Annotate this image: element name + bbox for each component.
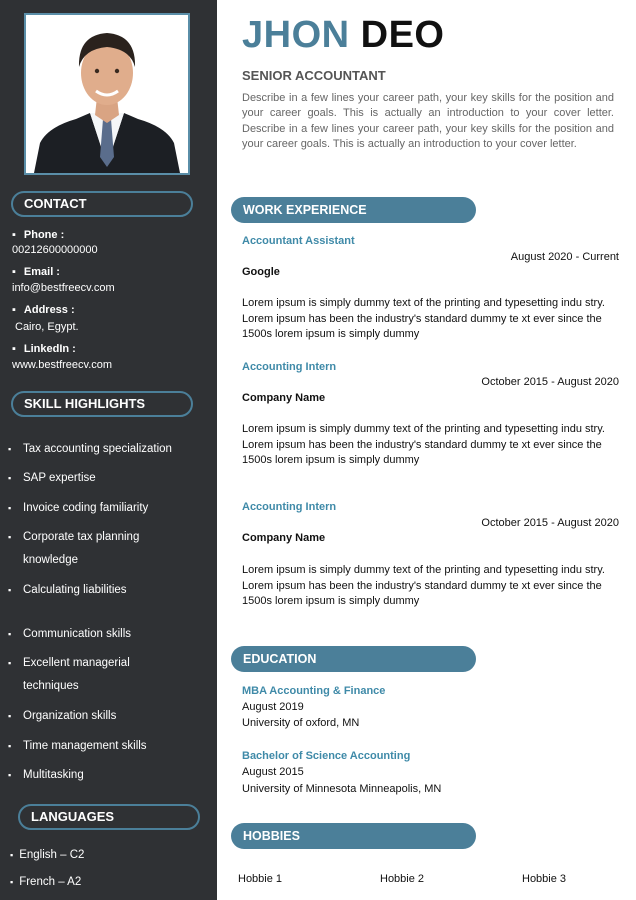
skill-item: ▪ SAP expertise [10,467,210,490]
job-company: Company Name [242,392,326,404]
education-heading: EDUCATION [231,646,476,672]
education-school: University of Minnesota Minneapolis, MN [242,783,442,795]
job-date: August 2020 - Current [510,251,619,263]
skill-item: ▪ Invoice coding familiarity [10,497,210,520]
hobby-item: Hobbie 2 [380,873,425,885]
job-title-heading: SENIOR ACCOUNTANT [242,68,386,83]
skill-item: ▪ Multitasking [10,764,210,787]
skills-heading: SKILL HIGHLIGHTS [11,391,193,417]
job-description: Lorem ipsum is simply dummy text of the printing and typesetting indu stry. Lorem ipsum has been the industry's standard dummy te xt ever since the 1500s lorem ipsum is simply dummy [242,564,605,608]
address-label: ▪ Address : [12,304,75,316]
main-content [217,0,636,900]
language-item: ▪ English – C2 [10,849,84,861]
job-description: Lorem ipsum is simply dummy text of the printing and typesetting indu stry. Lorem ipsum has been the industry's standard dummy te xt ever since the 1500s lorem ipsum is simply dummy [242,297,605,341]
education-year: August 2015 [242,766,304,778]
last-name: DEO [360,14,445,56]
job-date: October 2015 - August 2020 [481,517,619,529]
job-date: October 2015 - August 2020 [481,376,619,388]
linkedin-label: ▪ LinkedIn : [12,343,76,355]
job-position: Accounting Intern [242,361,337,373]
first-name: JHON [242,14,350,56]
skill-item: ▪ Organization skills [10,705,210,728]
phone-value: 00212600000000 [12,244,98,256]
hobbies-heading: HOBBIES [231,823,476,849]
linkedin-value: www.bestfreecv.com [12,359,113,371]
skill-item: ▪ Communication skills [10,623,210,646]
job-position: Accounting Intern [242,501,337,513]
language-item: ▪ French – A2 [10,876,81,888]
email-value: info@bestfreecv.com [12,282,115,294]
hobby-item: Hobbie 1 [238,873,283,885]
portrait-illustration [26,15,188,173]
person-name [242,14,445,57]
skill-item: ▪ Corporate tax planning knowledge [10,526,160,572]
job-company: Google [242,266,280,278]
skill-item: ▪ Time management skills [10,735,210,758]
hobby-item: Hobbie 3 [522,873,567,885]
email-label: ▪ Email : [12,266,60,278]
skill-item: ▪ Calculating liabilities [10,579,210,602]
job-company: Company Name [242,532,326,544]
phone-label: ▪ Phone : [12,229,64,241]
work-experience-heading: WORK EXPERIENCE [231,197,476,223]
job-description: Lorem ipsum is simply dummy text of the printing and typesetting indu stry. Lorem ipsum has been the industry's standard dummy te xt ever since the 1500s lorem ipsum is simply dummy [242,423,605,467]
job-position: Accountant Assistant [242,235,355,247]
education-degree: Bachelor of Science Accounting [242,750,411,762]
profile-photo [24,13,190,175]
education-year: August 2019 [242,701,304,713]
sidebar [0,0,217,900]
skill-item: ▪ Tax accounting specialization [10,438,210,461]
address-value: Cairo, Egypt. [15,321,79,333]
languages-heading: LANGUAGES [18,804,200,830]
contact-heading: CONTACT [11,191,193,217]
skill-item: ▪ Excellent managerial techniques [10,652,160,698]
education-school: University of oxford, MN [242,717,360,729]
education-degree: MBA Accounting & Finance [242,685,386,697]
profile-summary: Describe in a few lines your career path, your key skills for the position and your career goals. This is actually an introduction to your cover letter. Describe in a few lines your career path, your key skills for the position and your career goals. This is actually an introduction to your cover letter. [242,92,614,151]
